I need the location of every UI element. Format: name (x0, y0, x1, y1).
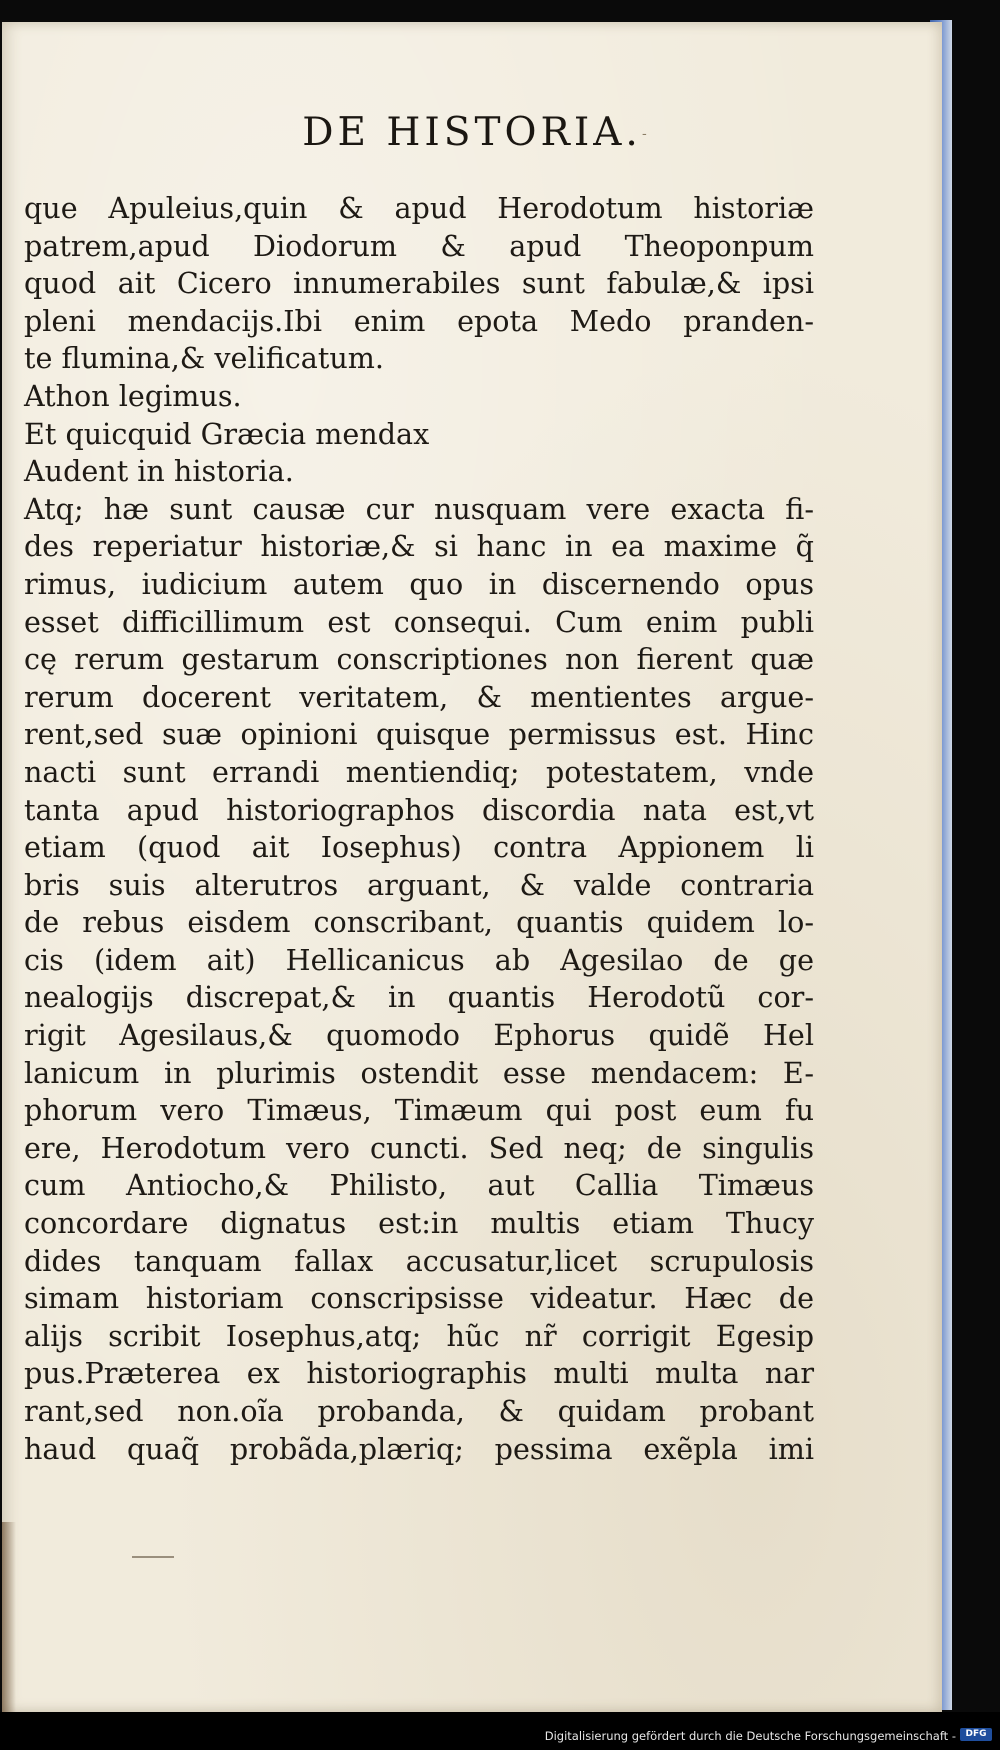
text-line: bris suis alterutros arguant, & valde contraria (24, 867, 814, 902)
text-line: lanicum in plurimis ostendit esse mendacem: E- (24, 1055, 814, 1090)
text-line: tanta apud historiographos discordia nata est,vt (24, 792, 814, 827)
text-line: haud quaq̃ probãda,plæriq; pessima exẽpla imi (24, 1431, 814, 1466)
running-head-text: DE HISTORIA. (302, 110, 642, 155)
text-line: que Apuleius,quin & apud Herodotum historiæ (24, 191, 814, 225)
text-line: cę rerum gestarum conscriptiones non fierent quæ (24, 642, 814, 677)
text-line: Athon legimus. (24, 378, 242, 413)
small-rule (132, 1556, 174, 1558)
text-line: pleni mendacijs.Ibi enim epota Medo pranden- (24, 303, 814, 338)
text-line: ere, Herodotum vero cuncti. Sed neq; de singulis (24, 1130, 814, 1165)
text-line: nealogijs discrepat,& in quantis Herodotũ cor- (24, 980, 814, 1015)
text-line: rigit Agesilaus,& quomodo Ephorus quidẽ Hel (24, 1018, 814, 1053)
book-page (2, 22, 942, 1712)
text-line: pus.Præterea ex historiographis multi multa nar (24, 1356, 814, 1391)
text-line: des reperiatur historiæ,& si hanc in ea maxime q̃ (24, 529, 814, 564)
running-head-tail: - (642, 126, 647, 142)
text-line: rerum docerent veritatem, & mentientes argue- (24, 679, 814, 714)
text-line: simam historiam conscripsisse videatur. Hæc de (24, 1281, 814, 1316)
body-text (24, 190, 814, 1468)
text-line: rimus, iudicium autem quo in discernendo opus (24, 566, 814, 601)
text-line: concordare dignatus est:in multis etiam Thucy (24, 1206, 814, 1241)
text-line: alijs scribit Iosephus,atq; hũc nr̃ corrigit Egesip (24, 1318, 814, 1353)
text-line: rant,sed non.oĩa probanda, & quidam probant (24, 1394, 814, 1428)
text-line: dides tanquam fallax accusatur,licet scrupulosis (24, 1243, 814, 1278)
text-line: nacti sunt errandi mentiendiq; potestatem, vnde (24, 754, 814, 789)
text-line: cis (idem ait) Hellicanicus ab Agesilao de ge (24, 942, 814, 977)
text-line: patrem,apud Diodorum & apud Theoponpum (24, 228, 814, 263)
binding-shadow (2, 1522, 16, 1712)
dfg-logo: DFG (960, 1728, 992, 1741)
text-line: etiam (quod ait Iosephus) contra Appionem li (24, 830, 814, 865)
running-head (2, 110, 942, 155)
footer-credit: Digitalisierung gefördert durch die Deutsche Forschungsgemeinschaft - (544, 1729, 956, 1743)
text-line: de rebus eisdem conscribant, quantis quidem lo- (24, 905, 814, 940)
text-line: esset difficillimum est consequi. Cum enim publi (24, 604, 814, 639)
text-line: Et quicquid Græcia mendax (24, 416, 430, 451)
text-line: rent,sed suæ opinioni quisque permissus est. Hinc (24, 717, 814, 752)
text-line: Audent in historia. (24, 454, 294, 489)
text-line: phorum vero Timæus, Timæum qui post eum fu (24, 1093, 814, 1128)
text-line: cum Antiocho,& Philisto, aut Callia Timæus (24, 1168, 814, 1203)
text-line: quod ait Cicero innumerabiles sunt fabulæ,& ipsi (24, 266, 814, 301)
text-line: te flumina,& velificatum. (24, 341, 384, 376)
text-line: Atq; hæ sunt causæ cur nusquam vere exacta fi- (24, 491, 814, 526)
